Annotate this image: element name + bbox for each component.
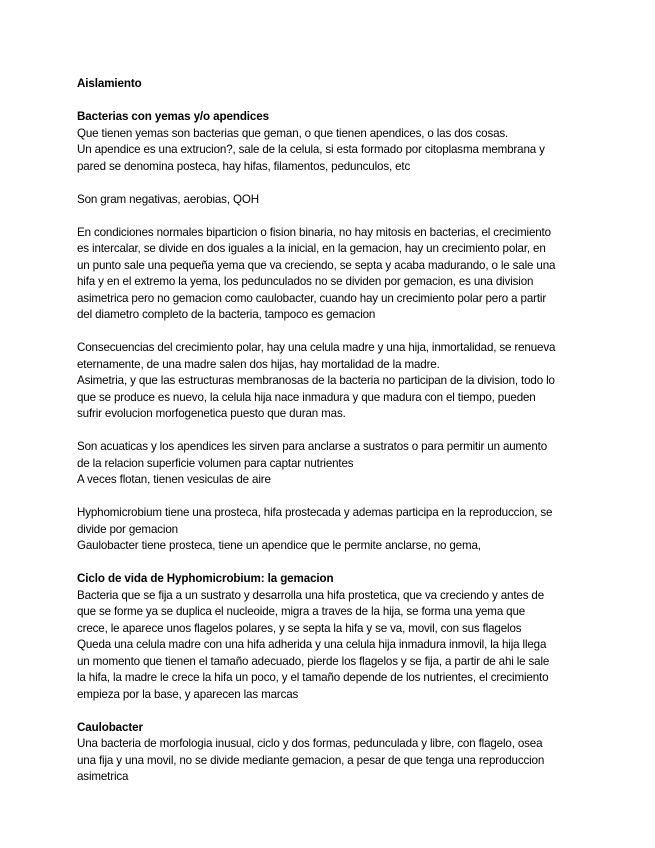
document-page: [77, 76, 580, 786]
paragraph-line: la hifa, la madre le crece la hifa un poco, y el tamaño depende de los nutrientes, el crecimiento: [77, 671, 549, 684]
paragraph-line: una fija y una movil, no se divide mediante gemacion, a pesar de que tenga una reproduccion: [77, 753, 545, 767]
section-heading-bacterias: Bacterias con yemas y/o apendices: [77, 110, 269, 123]
spacer: [77, 555, 580, 572]
paragraph-line: Asimetria, y que las estructuras membranosas de la bacteria no participan de la division, todo lo: [77, 374, 555, 387]
paragraph-line: Una bacteria de morfologia inusual, ciclo y dos formas, pedunculada y libre, con flagelo, osea: [77, 737, 543, 750]
paragraph-line: eternamente, de una madre salen dos hijas, hay mortalidad de la madre.: [77, 357, 440, 371]
paragraph-line: asimetrica: [77, 770, 129, 783]
paragraph-line: que se produce es nuevo, la celula hija nace inmadura y que madura con el tiempo, pueden: [77, 390, 536, 404]
paragraph-line: Consecuencias del crecimiento polar, hay una celula madre y una hija, inmortalidad, se renueva: [77, 341, 556, 354]
paragraph-line: Son acuaticas y los apendices les sirven para anclarse a sustratos o para permitir un aumento: [77, 440, 548, 453]
spacer: [77, 324, 580, 341]
paragraph-line: crece, le aparece unos flagelos polares, y se septa la hifa y se va, movil, con sus flagelos: [77, 621, 522, 635]
spacer: [77, 208, 580, 225]
paragraph-line: A veces flotan, tienen vesiculas de aire: [77, 473, 271, 486]
paragraph-line: que se forme ya se duplica el nucleoide, migra a traves de la hija, se forma una yema que: [77, 605, 526, 618]
section-heading-hyphomicrobium: Ciclo de vida de Hyphomicrobium: la gemacion: [77, 572, 334, 585]
spacer: [77, 175, 580, 192]
paragraph-line: de la relacion superficie volumen para captar nutrientes: [77, 456, 354, 470]
paragraph-line: Que tienen yemas son bacterias que geman, o que tienen apendices, o las dos cosas.: [77, 126, 509, 140]
spacer: [77, 489, 580, 506]
paragraph-line: pared se denomina posteca, hay hifas, filamentos, pedunculos, etc: [77, 159, 411, 173]
spacer: [77, 423, 580, 440]
paragraph-line: Hyphomicrobium tiene una prosteca, hifa prostecada y ademas participa en la reproduccion, se: [77, 506, 553, 519]
paragraph-line: un punto sale una pequeña yema que va creciendo, se septa y acaba madurando, o le sale una: [77, 258, 556, 272]
paragraph-line: Son gram negativas, aerobias, QOH: [77, 192, 259, 206]
paragraph-line: Queda una celula madre con una hifa adherida y una celula hija inmadura inmovil, la hija llega: [77, 638, 547, 651]
paragraph-line: Bacteria que se fija a un sustrato y desarrolla una hifa prostetica, que va creciendo y antes de: [77, 588, 545, 602]
paragraph-line: sufrir evolucion morfogenetica puesto que duran mas.: [77, 407, 346, 420]
paragraph-line: En condiciones normales biparticion o fision binaria, no hay mitosis en bacterias, el crecimiento: [77, 225, 551, 239]
paragraph-line: es intercalar, se divide en dos iguales a la inicial, en la gemacion, hay un crecimiento polar, en: [77, 242, 546, 255]
document-title: Aislamiento: [77, 77, 142, 90]
spacer: [77, 703, 580, 720]
paragraph-line: divide por gemacion: [77, 522, 178, 536]
section-heading-caulobacter: Caulobacter: [77, 720, 143, 734]
paragraph-line: del diametro completo de la bacteria, tampoco es gemacion: [77, 308, 376, 321]
paragraph-line: asimetrica pero no gemacion como caulobacter, cuando hay un crecimiento polar pero a partir: [77, 291, 547, 305]
paragraph-line: Un apendice es una extrucion?, sale de la celula, si esta formado por citoplasma membrana y: [77, 143, 545, 156]
paragraph-line: un momento que tienen el tamaño adecuado, pierde los flagelos y se fija, a partir de ahi le sale: [77, 654, 550, 668]
paragraph-line: Gaulobacter tiene prosteca, tiene un apendice que le permite anclarse, no gema,: [77, 539, 481, 552]
spacer: [77, 93, 580, 110]
paragraph-line: empieza por la base, y aparecen las marcas: [77, 687, 299, 701]
paragraph-line: hifa y en el extremo la yema, los pedunculados no se dividen por gemacion, es una division: [77, 275, 534, 288]
